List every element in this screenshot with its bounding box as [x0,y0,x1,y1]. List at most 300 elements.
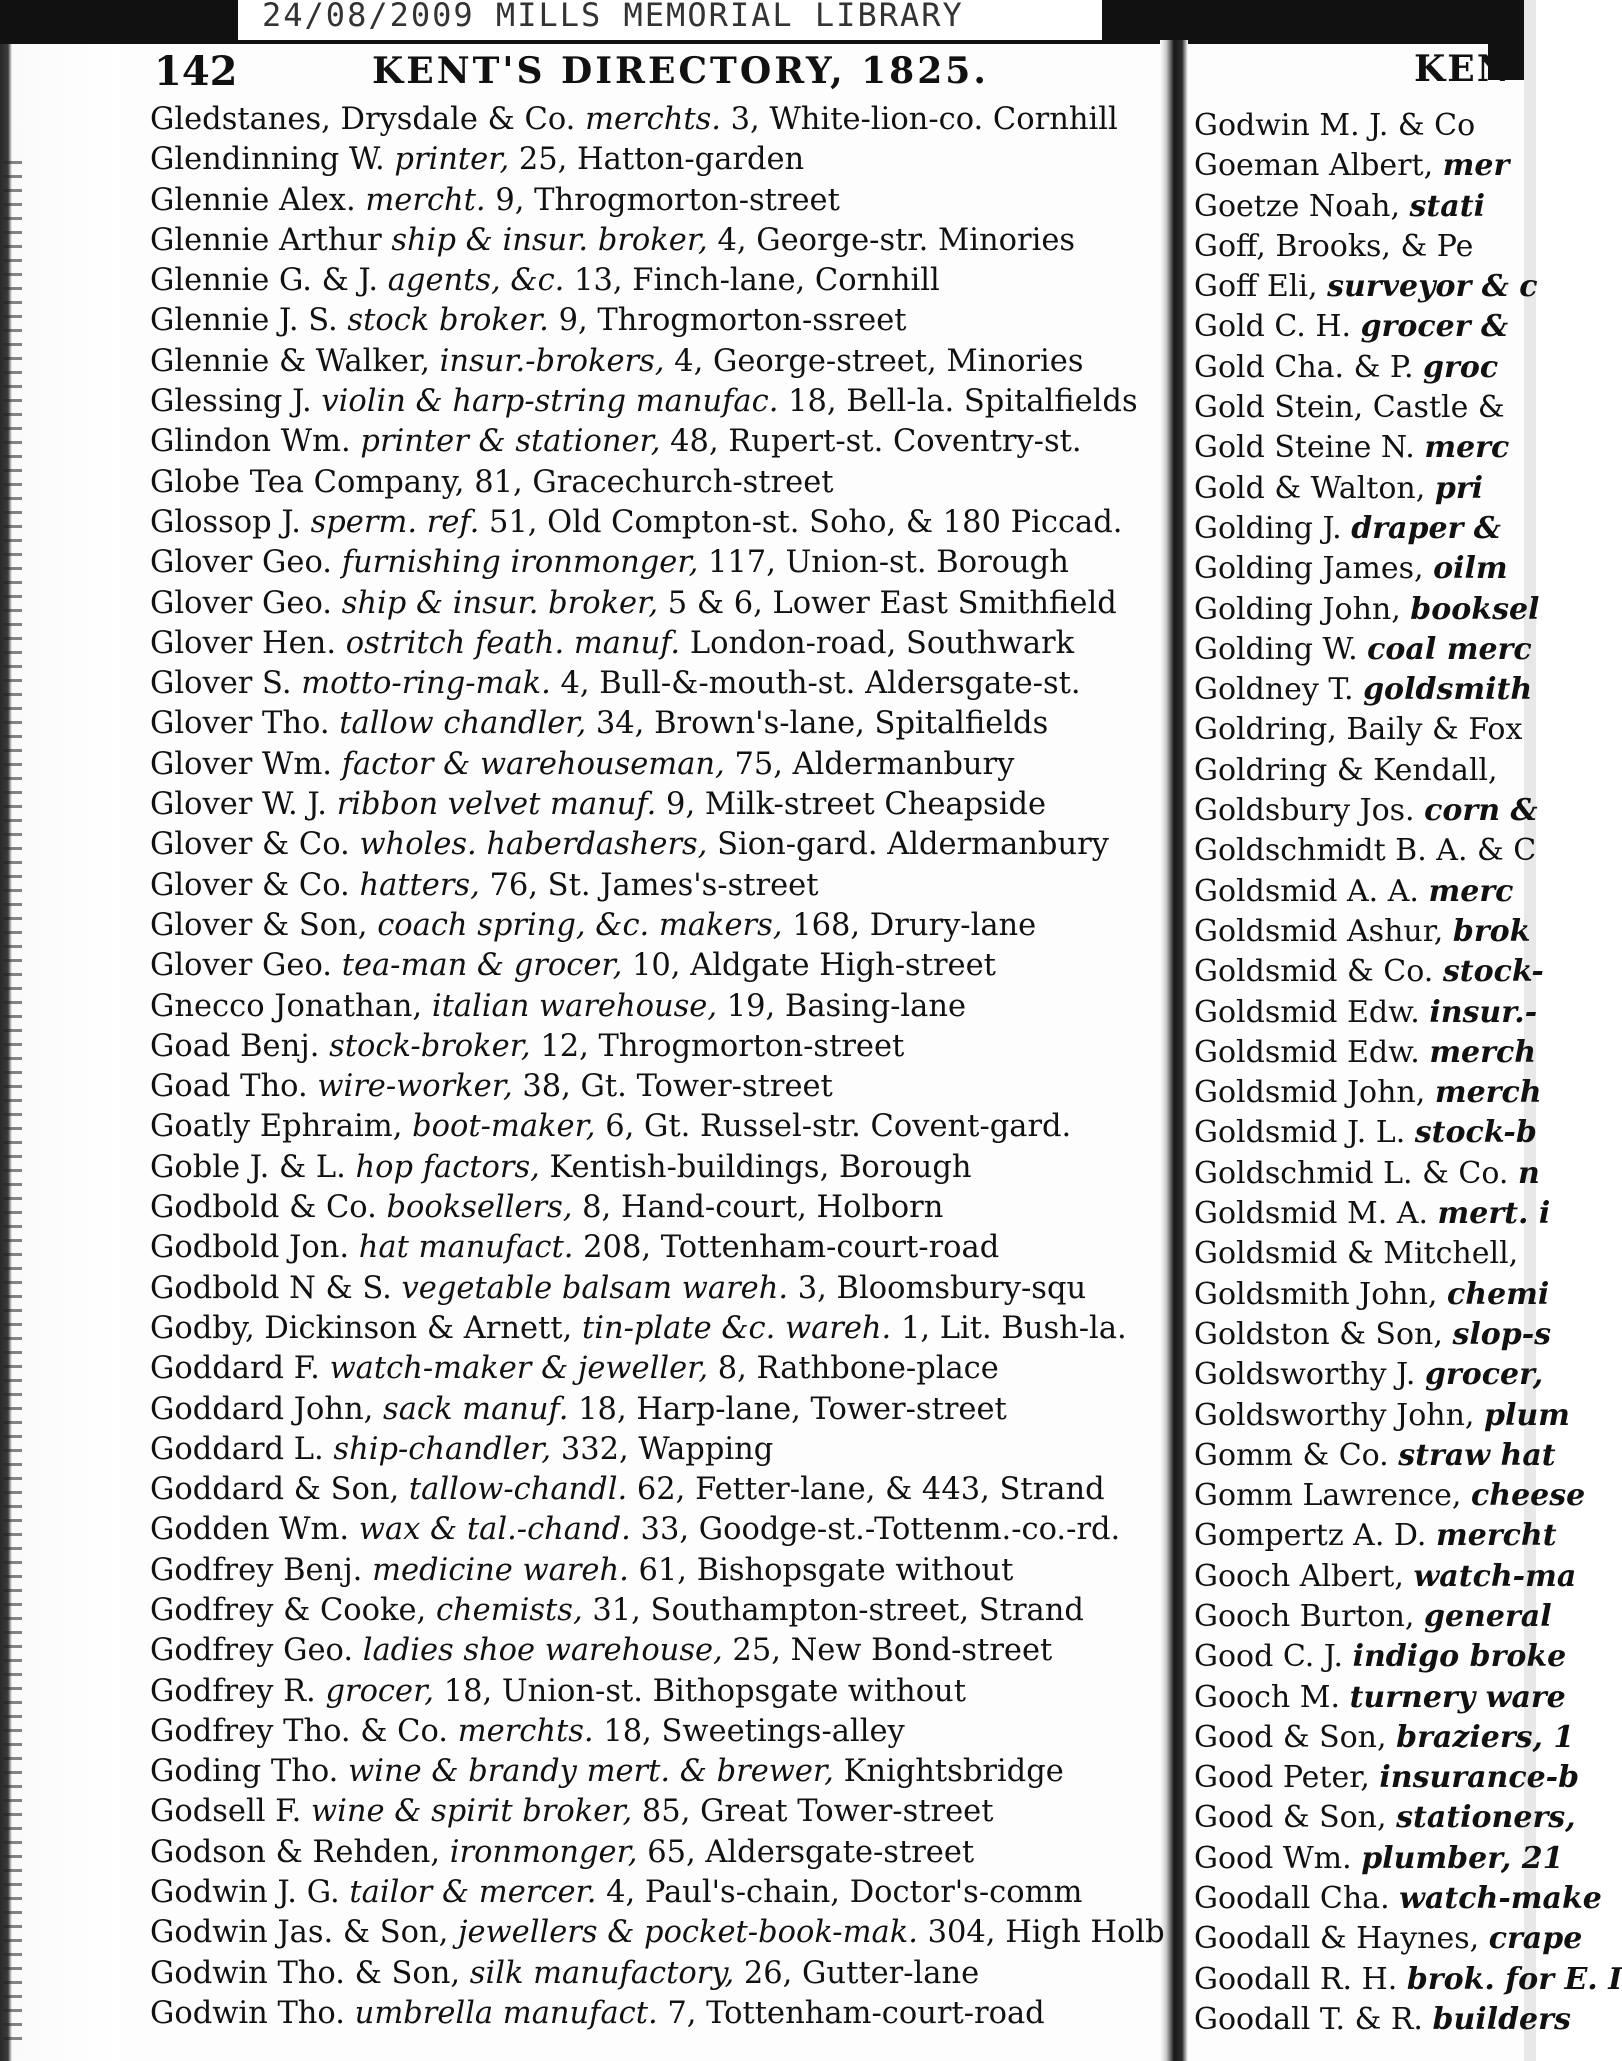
entry-name: Glindon Wm. [150,424,351,460]
entry-address: 25, New Bond-street [732,1633,1053,1669]
facing-entry-name: Gold Stein, Castle & [1194,390,1505,426]
facing-entry [1194,590,1540,630]
directory-entry [150,1954,1160,1994]
entry-address: 4, Bull-&-mouth-st. Aldersgate-st. [560,666,1081,702]
facing-entry-trade: turnery ware [1349,1679,1566,1715]
facing-entry-trade: plum [1483,1397,1570,1433]
facing-entry-name: Golding John, [1194,591,1401,627]
facing-entry-trade: straw hat [1398,1437,1556,1473]
facing-entry [1194,952,1544,992]
facing-entry [1194,1396,1570,1436]
directory-entry [150,1631,1160,1671]
facing-entry-trade: mert. i [1437,1196,1551,1232]
facing-entry-trade: pri [1434,470,1484,506]
entry-trade: stock broker. [347,303,549,339]
facing-entry [1194,1516,1557,1556]
directory-entry [150,624,1160,664]
facing-entry [1194,791,1538,831]
entry-address: Knightsbridge [843,1754,1064,1790]
directory-entry [150,866,1160,906]
facing-entry-trade: stock- [1442,954,1544,990]
book-gutter [1160,40,1188,2061]
entry-trade: hop factors, [355,1149,540,1185]
entry-address: 4, George-str. Minories [717,222,1076,258]
page-title: KENT'S DIRECTORY, 1825. [372,50,989,92]
entry-name: Globe Tea Company, [150,464,465,500]
entry-name: Godden Wm. [150,1512,350,1548]
directory-entry [150,1672,1160,1712]
entry-address: 4, George-street, Minories [674,343,1084,379]
facing-entry-trade: plumber, 21 [1361,1840,1564,1876]
facing-entry [1194,1879,1602,1919]
facing-entry-trade: cheese [1471,1478,1586,1514]
entry-name: Glossop J. [150,504,301,540]
facing-entry-name: Goldring, Baily & Fox [1194,712,1523,748]
facing-entry-name: Goldsmid M. A. [1194,1196,1428,1232]
entry-address: 3, White-lion-co. Cornhill [730,102,1118,137]
entry-name: Goad Tho. [150,1069,308,1105]
entry-address: 33, Goodge-st.-Tottenm.-co.-rd. [640,1512,1121,1548]
facing-entry-name: Golding W. [1194,631,1358,667]
facing-entry-name: Golding J. [1194,510,1342,546]
directory-entry [150,1994,1160,2034]
facing-entry-trade: surveyor & c [1327,269,1538,305]
facing-entry-trade: stati [1409,188,1485,224]
facing-entry [1194,348,1534,388]
directory-entry [150,100,1160,140]
entry-name: Glennie J. S. [150,303,338,339]
facing-page-head: KEN [1414,48,1512,90]
facing-entry [1194,428,1534,468]
entry-address: 9, Throgmorton-ssreet [558,303,907,339]
entry-name: Goddard L. [150,1431,324,1467]
facing-entry-name: Goldsmid Edw. [1194,1034,1420,1070]
facing-entry-name: Goldston & Son, [1194,1316,1443,1352]
facing-entry [1194,549,1534,589]
entry-address: 48, Rupert-st. Coventry-st. [670,424,1082,460]
entry-name: Gledstanes, Drysdale & Co. [150,102,576,137]
entry-trade: ribbon velvet manuf. [336,787,657,823]
entry-trade: booksellers, [386,1190,573,1226]
facing-entry [1194,1275,1550,1315]
facing-entry [1194,146,1534,186]
facing-entry-name: Goff, Brooks, & Pe [1194,228,1474,264]
facing-entry-name: Goldsmith John, [1194,1276,1438,1312]
directory-entry [150,342,1160,382]
facing-entry-name: Gold C. H. [1194,309,1352,345]
entry-name: Godfrey Geo. [150,1633,354,1669]
entry-trade: medicine wareh. [372,1552,629,1588]
facing-entry-name: Goldsmid John, [1194,1075,1426,1111]
facing-entry-name: Goeman Albert, [1194,148,1434,184]
directory-entry [150,1430,1160,1470]
directory-entry [150,1470,1160,1510]
entry-address: 61, Bishopsgate without [638,1552,1014,1588]
entry-address: 18, Harp-lane, Tower-street [578,1391,1007,1427]
entry-name: Godfrey Tho. & Co. [150,1713,449,1749]
entry-name: Godwin Jas. & Son, [150,1915,449,1951]
entry-trade: vegetable balsam wareh. [401,1270,789,1306]
library-stamp: 24/08/2009 MILLS MEMORIAL LIBRARY [238,0,1102,40]
facing-entry-trade: mer [1442,148,1510,184]
entry-name: Godsell F. [150,1794,302,1830]
entry-trade: motto-ring-mak. [301,666,551,702]
entry-name: Glover Geo. [150,948,332,984]
entry-address: 9, Milk-street Cheapside [666,787,1047,823]
directory-entry [150,825,1160,865]
entry-trade: watch-maker & jeweller, [329,1351,709,1387]
facing-entry-trade: builders [1432,2001,1571,2037]
facing-entry-name: Goodall R. H. [1194,1961,1398,1997]
entry-name: Godwin Tho. [150,1995,345,2031]
entry-trade: wax & tal.-chand. [358,1512,631,1548]
directory-entry [150,1269,1160,1309]
facing-entry-trade: corn & [1424,793,1538,829]
entry-name: Glover S. [150,666,292,702]
facing-entry-trade: chemi [1447,1276,1550,1312]
entry-trade: tin-plate &c. wareh. [581,1310,892,1346]
facing-entry-trade: n [1517,1155,1540,1191]
entry-name: Glennie Arthur [150,222,382,258]
directory-entry [150,1188,1160,1228]
facing-entry-name: Goldsmid Ashur, [1194,913,1444,949]
directory-entry [150,1833,1160,1873]
facing-entry [1194,388,1534,428]
facing-entry-name: Goodall & Haynes, [1194,1921,1480,1957]
entry-address: 332, Wapping [560,1431,774,1467]
facing-entry-trade: stationers, [1396,1800,1576,1836]
facing-entry-trade: merch [1429,1034,1537,1070]
entry-address: 3, Bloomsbury-squ [797,1270,1087,1306]
facing-entry [1194,993,1538,1033]
facing-entry-trade: insurance-b [1379,1760,1580,1796]
facing-entry [1194,1960,1622,2000]
facing-entry-trade: braziers, 1 [1396,1719,1575,1755]
entry-trade: ship & insur. broker, [391,222,708,258]
facing-entry [1194,1315,1552,1355]
facing-entry [1194,307,1534,347]
facing-entry-name: Gooch Albert, [1194,1558,1404,1594]
facing-entry-name: Good & Son, [1194,1719,1387,1755]
entry-name: Godby, Dickinson & Arnett, [150,1310,573,1346]
directory-entry [150,704,1160,744]
entry-name: Glover & Co. [150,827,350,863]
directory-entry [150,1913,1165,1953]
facing-entry [1194,106,1534,146]
entry-address: 7, Tottenham-court-road [667,1995,1045,2031]
entry-trade: merchts. [457,1713,594,1749]
entry-trade: agents, &c. [387,263,565,299]
entry-name: Glennie Alex. [150,182,356,218]
entry-trade: coach spring, &c. makers, [377,907,783,943]
entry-trade: insur.-brokers, [439,343,665,379]
directory-entry [150,382,1160,422]
entry-address: 12, Throgmorton-street [540,1028,905,1064]
entry-address: 18, Bell-la. Spitalfields [788,384,1138,420]
entry-trade: wholes. haberdashers, [359,827,708,863]
facing-entry-name: Goldsworthy John, [1194,1397,1475,1433]
directory-entry [150,1752,1160,1792]
directory-entry [150,301,1160,341]
facing-entry-name: Godwin M. J. & Co [1194,108,1476,143]
entry-name: Godbold Jon. [150,1230,350,1266]
facing-entry-trade: general [1423,1598,1552,1634]
facing-entry [1194,1839,1564,1879]
entry-trade: ostritch feath. manuf. [345,625,681,661]
entry-address: 9, Throgmorton-street [495,182,840,218]
facing-entry [1194,1436,1556,1476]
directory-entry [150,1873,1160,1913]
facing-entry-trade: merch [1434,1075,1542,1111]
entry-name: Glover Geo. [150,585,332,621]
entry-address: 304, High Holb [927,1915,1165,1951]
entry-name: Godfrey Benj. [150,1552,363,1588]
entry-trade: tallow-chandl. [408,1472,628,1508]
entry-name: Godfrey & Cooke, [150,1592,427,1628]
facing-entry [1194,1234,1534,1274]
facing-entry [1194,710,1534,750]
facing-entry-name: Gooch Burton, [1194,1598,1415,1634]
entry-address: 34, Brown's-lane, Spitalfields [595,706,1049,742]
entry-address: 75, Aldermanbury [734,746,1015,782]
facing-entry-name: Goodall Cha. [1194,1881,1390,1917]
entry-name: Goble J. & L. [150,1149,346,1185]
entry-address: 76, St. James's-street [489,867,819,903]
facing-entry-name: Gooch M. [1194,1679,1341,1715]
entry-trade: stock-broker, [329,1028,531,1064]
facing-entry-trade: draper & [1351,510,1501,546]
facing-entry [1194,1033,1537,1073]
directory-entry [150,1712,1160,1752]
facing-entry-trade: grocer, [1424,1357,1544,1393]
entry-trade: jewellers & pocket-book-mak. [458,1915,918,1951]
directory-entry [150,1390,1160,1430]
facing-entry-name: Goldney T. [1194,672,1354,708]
facing-entry-trade: slop-s [1452,1316,1552,1352]
facing-entry [1194,1113,1537,1153]
directory-entry [150,745,1160,785]
entry-trade: umbrella manufact. [354,1995,658,2031]
directory-entry [150,906,1160,946]
entry-trade: ironmonger, [449,1834,638,1870]
facing-entry-name: Golding James, [1194,551,1424,587]
facing-entry-trade: insur.- [1429,994,1538,1030]
facing-entry-name: Goldsmid Edw. [1194,994,1420,1030]
entry-address: 8, Hand-court, Holborn [582,1190,944,1226]
directory-entry [150,584,1160,624]
scan-left-speckle [4,160,22,2040]
directory-entry [150,1067,1160,1107]
directory-entry [150,664,1160,704]
entry-address: 4, Paul's-chain, Doctor's-comm [606,1875,1083,1911]
facing-entry-name: Goldsmid J. L. [1194,1115,1406,1151]
entry-name: Glessing J. [150,384,312,420]
facing-entry-trade: brok [1452,913,1531,949]
facing-entry-name: Goldsmid & Co. [1194,954,1434,990]
facing-entry-name: Goldschmidt B. A. & C [1194,833,1537,869]
entry-address: 31, Southampton-street, Strand [592,1592,1084,1628]
entry-trade: ladies shoe warehouse, [362,1633,723,1669]
entry-trade: printer & stationer, [360,424,661,460]
entry-trade: tailor & mercer. [349,1875,597,1911]
facing-entry [1194,751,1534,791]
entry-name: Godwin Tho. & Son, [150,1955,461,1991]
directory-entry [150,1228,1160,1268]
facing-entry-name: Goff Eli, [1194,269,1318,305]
page-number: 142 [154,48,238,95]
entry-trade: tea-man & grocer, [341,948,623,984]
facing-entry [1194,1597,1552,1637]
directory-entry [150,422,1160,462]
facing-entry [1194,509,1534,549]
facing-entry-name: Gold & Walton, [1194,470,1426,506]
facing-entry [1194,872,1534,912]
facing-entry [1194,1194,1551,1234]
entry-name: Glover & Son, [150,907,368,943]
directory-entry [150,261,1160,301]
facing-entry-trade: watch-ma [1413,1558,1577,1594]
facing-entry [1194,469,1534,509]
directory-entry [150,1792,1160,1832]
facing-entry-name: Gomm & Co. [1194,1437,1389,1473]
facing-entry [1194,2000,1571,2040]
facing-entry [1194,227,1534,267]
entry-name: Glover & Co. [150,867,350,903]
entry-address: 81, Gracechurch-street [474,464,834,500]
facing-entry [1194,187,1534,227]
entry-address: 208, Tottenham-court-road [583,1230,1000,1266]
entry-name: Goddard F. [150,1351,320,1387]
entry-trade: merchts. [585,102,721,137]
facing-entry-name: Goldsmid & Mitchell, [1194,1236,1519,1272]
entry-trade: furnishing ironmonger, [341,545,699,581]
entry-address: 38, Gt. Tower-street [522,1069,833,1105]
entry-address: Sion-gard. Aldermanbury [717,827,1109,863]
facing-entry-trade: crape [1488,1921,1583,1957]
facing-entry-trade: oilm [1433,551,1508,587]
entry-name: Godbold N & S. [150,1270,392,1306]
entry-name: Goding Tho. [150,1754,339,1790]
directory-page [150,34,1165,2044]
entry-trade: wire-worker, [317,1069,513,1105]
entry-trade: ship-chandler, [333,1431,552,1467]
entry-trade: hatters, [359,867,480,903]
facing-entry-name: Goodall T. & R. [1194,2001,1423,2037]
entry-name: Glover Wm. [150,746,333,782]
entry-address: 25, Hatton-garden [518,142,805,178]
facing-entry-name: Gomm Lawrence, [1194,1478,1462,1514]
directory-entry [150,1027,1160,1067]
facing-entry [1194,1355,1544,1395]
entry-name: Glendinning W. [150,142,385,178]
facing-entry-trade: merc [1428,873,1514,909]
entry-trade: silk manufactory, [469,1955,735,1991]
facing-entry-trade: watch-make [1399,1881,1602,1917]
entry-address: 51, Old Compton-st. Soho, & 180 Piccad. [488,504,1123,540]
directory-entry [150,1148,1160,1188]
entry-trade: hat manufact. [358,1230,574,1266]
facing-entry-name: Goldschmid L. & Co. [1194,1155,1509,1191]
facing-entry-trade: grocer & [1360,309,1509,345]
facing-entry-trade: indigo broke [1352,1639,1567,1675]
facing-entry-name: Good Peter, [1194,1760,1370,1796]
entry-name: Glover W. J. [150,787,327,823]
entry-name: Goddard John, [150,1391,374,1427]
directory-entry [150,140,1160,180]
facing-entry-name: Goldsworthy J. [1194,1357,1416,1393]
running-head [150,44,1160,104]
directory-entry [150,463,1160,503]
facing-entry-name: Goldsmid A. A. [1194,873,1419,909]
entry-trade: printer, [394,142,510,178]
entry-name: Glover Hen. [150,625,337,661]
entry-address: 85, Great Tower-street [641,1794,994,1830]
entry-name: Goatly Ephraim, [150,1109,403,1145]
facing-entry [1194,670,1534,710]
facing-entry-trade: booksel [1410,591,1540,627]
entry-name: Goad Benj. [150,1028,320,1064]
facing-page-entries [1194,106,1622,2040]
entry-address: 6, Gt. Russel-str. Covent-gard. [605,1109,1072,1145]
directory-entry [150,987,1160,1027]
directory-entry [150,785,1160,825]
entry-name: Glover Geo. [150,545,332,581]
directory-entry [150,1510,1160,1550]
directory-entry [150,1551,1160,1591]
facing-entry-trade: merc [1424,430,1510,466]
facing-entry [1194,630,1534,670]
entry-address: 19, Basing-lane [726,988,967,1024]
directory-entry [150,1309,1160,1349]
facing-entry-trade: coal merc [1367,631,1532,667]
entry-address: 168, Drury-lane [792,907,1037,943]
entry-address: 8, Rathbone-place [717,1351,999,1387]
facing-entry-name: Gold Steine N. [1194,430,1415,466]
facing-entry-name: Good C. J. [1194,1639,1344,1675]
entry-trade: grocer, [325,1673,434,1709]
entry-name: Godson & Rehden, [150,1834,441,1870]
facing-entry-trade: stock-b [1414,1115,1537,1151]
directory-entry [150,543,1160,583]
entry-address: 18, Union-st. Bithopsgate without [443,1673,966,1709]
entry-name: Glennie G. & J. [150,263,379,299]
entry-address: 13, Finch-lane, Cornhill [574,263,940,299]
entry-address: 5 & 6, Lower East Smithfield [667,585,1117,621]
facing-entry-trade: goldsmith [1363,672,1533,708]
entry-address: 62, Fetter-lane, & 443, Strand [636,1472,1105,1508]
directory-entry [150,181,1160,221]
facing-entry-name: Gold Cha. & P. [1194,349,1414,385]
facing-entry [1194,1798,1576,1838]
directory-entry [150,946,1160,986]
facing-entry [1194,912,1534,952]
facing-entry-name: Good Wm. [1194,1840,1352,1876]
facing-entry-name: Goldring & Kendall, [1194,752,1498,788]
facing-entry [1194,1718,1575,1758]
facing-entry [1194,1073,1542,1113]
facing-entry-name: Goetze Noah, [1194,188,1400,224]
facing-entry [1194,1919,1583,1959]
entry-address: 18, Sweetings-alley [603,1713,905,1749]
entry-address: 10, Aldgate High-street [632,948,996,984]
entry-trade: factor & warehouseman, [341,746,725,782]
entry-trade: mercht. [365,182,486,218]
entry-name: Glennie & Walker, [150,343,430,379]
directory-entry [150,1107,1160,1147]
facing-entry-trade: brok. for E. I [1406,1961,1622,1997]
facing-entry-name: Gompertz A. D. [1194,1518,1427,1554]
facing-entry [1194,1637,1567,1677]
